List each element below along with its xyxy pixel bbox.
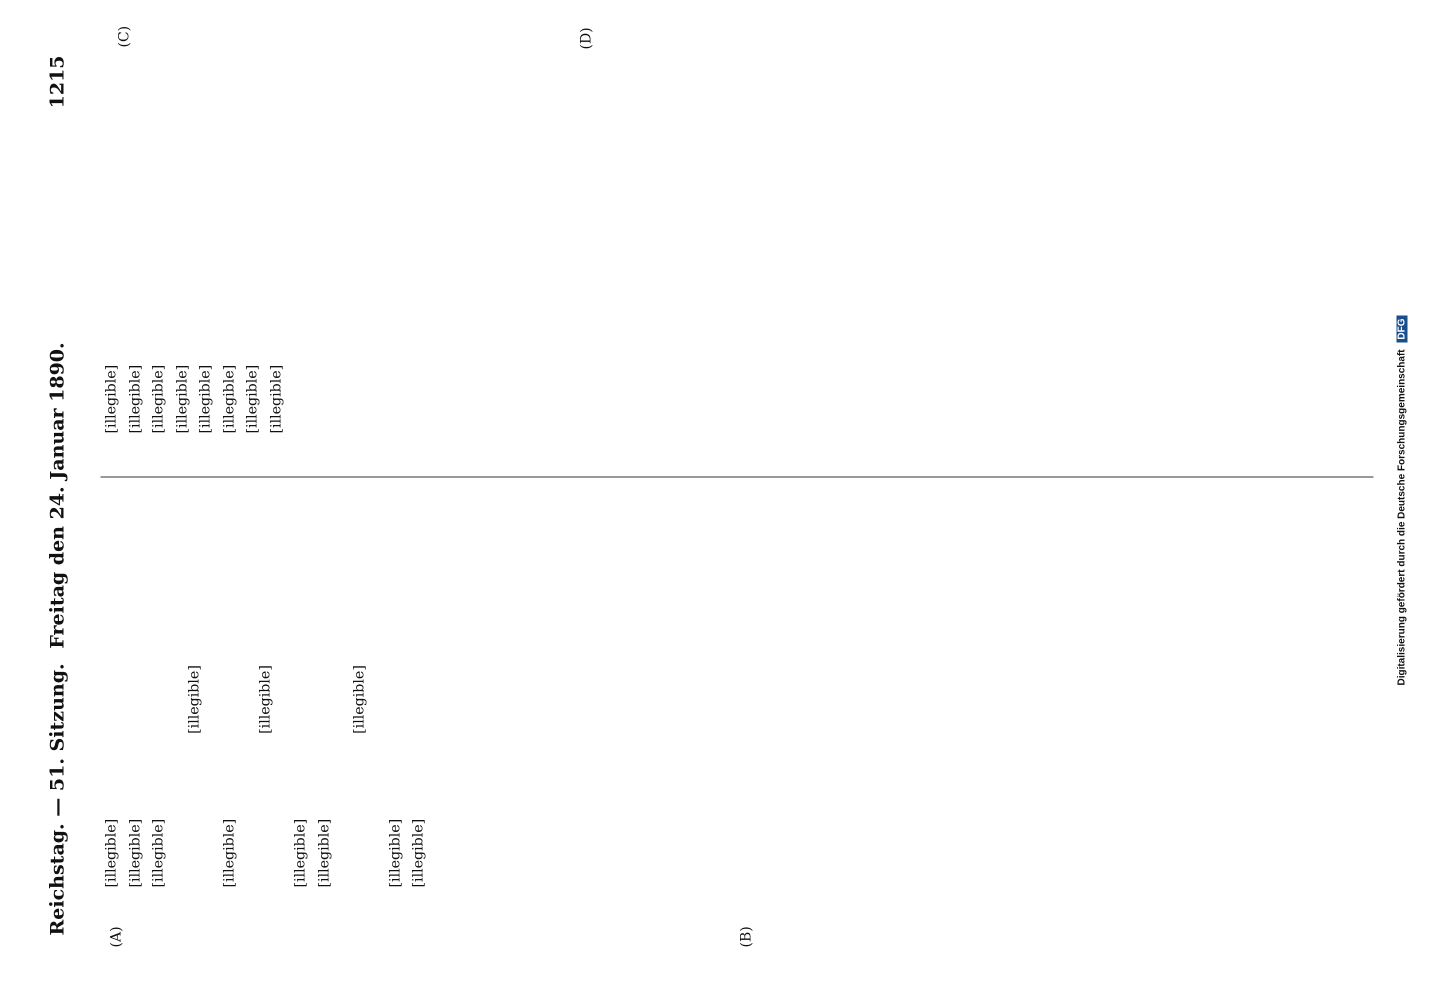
paragraph: [illegible] — [127, 818, 143, 888]
paragraph: [illegible] — [257, 665, 273, 734]
dfg-badge: DFG — [1397, 315, 1408, 342]
margin-mark-d: (D) — [578, 27, 595, 50]
page-header — [47, 56, 81, 936]
paragraph: [illegible] — [292, 818, 309, 888]
paragraph: [illegible] — [268, 364, 284, 434]
paragraph: [illegible] — [174, 364, 190, 434]
left-column — [101, 490, 1384, 910]
paragraph: [illegible] — [316, 818, 332, 888]
page-number: 1215 — [46, 55, 69, 109]
paragraph: [illegible] — [150, 364, 167, 434]
paragraph: [illegible] — [103, 364, 120, 434]
footer-text: Digitalisierung gefördert durch die Deutsche Forschungsgemeinschaft — [1396, 349, 1408, 686]
margin-mark-a: (A) — [108, 926, 125, 948]
paragraph: [illegible] — [186, 665, 202, 734]
paragraph: [illegible] — [150, 818, 167, 888]
scanned-page — [19, 26, 1414, 976]
paragraph: [illegible] — [221, 818, 238, 888]
right-column — [101, 36, 1384, 456]
margin-mark-b: (B) — [738, 926, 755, 948]
paragraph: [illegible] — [351, 665, 368, 734]
paragraph: [illegible] — [197, 364, 214, 434]
digitization-footer — [1397, 26, 1408, 976]
paragraph: [illegible] — [127, 364, 143, 434]
paragraph: [illegible] — [410, 818, 427, 888]
paragraph: [illegible] — [221, 364, 237, 434]
paragraph: [illegible] — [387, 818, 403, 888]
header-left: Reichstag. — 51. Sitzung. — [46, 663, 69, 936]
paragraph: [illegible] — [244, 364, 261, 434]
paragraph: [illegible] — [103, 818, 120, 888]
header-date: Freitag den 24. Januar 1890. — [46, 342, 69, 649]
margin-mark-c: (C) — [116, 25, 133, 48]
column-divider — [101, 477, 1374, 478]
